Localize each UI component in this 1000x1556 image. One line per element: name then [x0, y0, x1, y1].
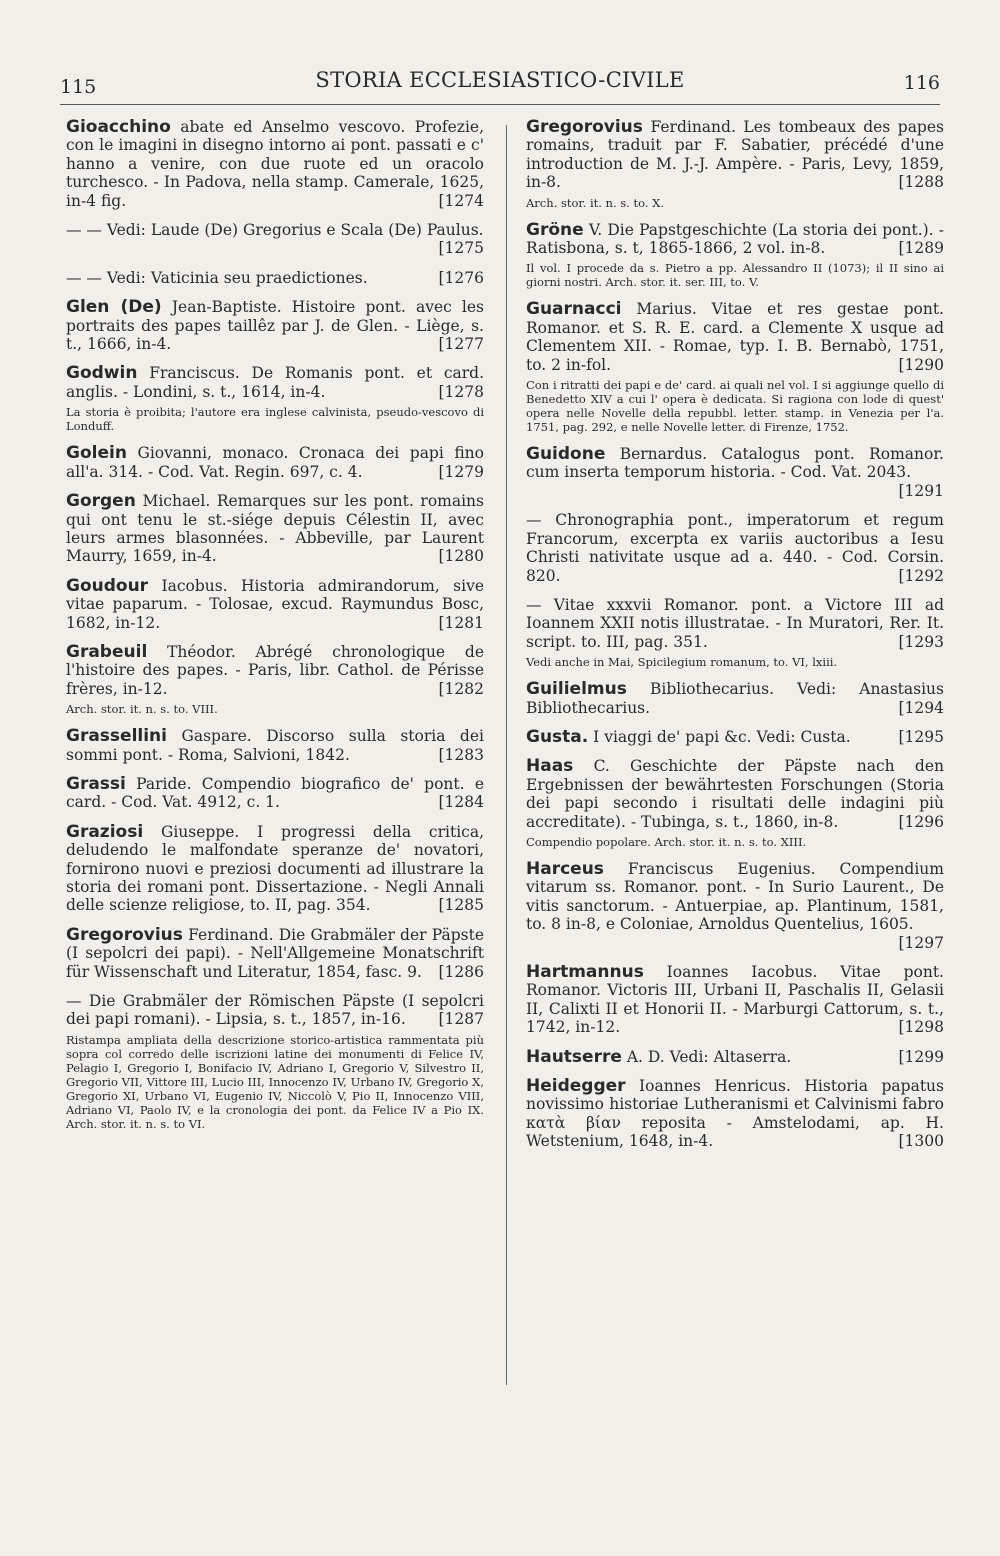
entry-author: Gusta.: [526, 726, 589, 747]
entry-number: [1279: [438, 462, 484, 481]
entry-number: [1294: [898, 698, 944, 717]
entry-number: [1293: [898, 632, 944, 651]
entry-note: Con i ritratti dei papi e de' card. ai quali nel vol. I si aggiunge quello di Benedetto XIV a cui l' opera è dedicata. Si ragiona con lode di quest' opera nelle Novelle della repubbl. letter. stamp. in Venezia per l'a. 1751, pag. 292, e nelle Novelle letter. di Firenze, 1752.: [526, 378, 944, 435]
entry-author: Gorgen: [66, 491, 136, 512]
bibliography-entry: [66, 823, 484, 915]
left-column: [66, 118, 484, 1142]
entry-number: [1288: [898, 173, 944, 192]
entry-number: [1276: [438, 268, 484, 287]
entry-author: Gregorovius: [66, 924, 183, 945]
bibliography-entry: [66, 492, 484, 566]
entry-text: Franciscus. De Romanis pont. et card. anglis. - Londini, s. t., 1614, in-4.: [66, 364, 484, 401]
entry-text: Ferdinand. Die Grabmäler der Päpste (I sepolcri dei papi). - Nell'Allgemeine Monatschrift für Wissenschaft und Literatur, 1854, fasc. 9.: [66, 925, 484, 981]
entry-note: Il vol. I procede da s. Pietro a pp. Alessandro II (1073); il II sino ai giorni nostri. Arch. stor. it. ser. III, to. V.: [526, 261, 944, 290]
entry-text: Iacobus. Historia admirandorum, sive vitae paparum. - Tolosae, excud. Raymundus Bosc, 1682, in-12.: [66, 576, 484, 632]
bibliography-entry: [526, 757, 944, 849]
page-number-right: 116: [903, 72, 940, 94]
entry-number: [1290: [898, 355, 944, 374]
entry-note: Compendio popolare. Arch. stor. it. n. s. to. XIII.: [526, 834, 807, 849]
bibliography-entry: [66, 269, 484, 287]
entry-text: Ferdinand. Les tombeaux des papes romains, traduit par F. Sabatier, précédé d'une introduction de M. J.-J. Ampère. - Paris, Levy, 1859, in-8.: [526, 118, 944, 192]
entry-number: [1297: [898, 933, 944, 952]
right-column: [526, 118, 944, 1162]
entry-text: Giuseppe. I progressi della critica, deludendo le malfondate speranze de' novatori, fornirono nuovi e preziosi documenti ad illustrare la storia dei romani pont. Dissertazione. - Negli Annali delle scienze religiose, to. II, pag. 354.: [66, 822, 484, 915]
entry-text: — Chronographia pont., imperatorum et regum Francorum, excerpta ex variis auctoribus a Iesu Christi nativitate usque ad a. 440. - Cod. Corsin. 820.: [526, 511, 944, 585]
column-divider: [506, 125, 507, 1385]
entry-number: [1286: [438, 962, 484, 981]
bibliography-entry: [66, 118, 484, 210]
bibliography-entry: [526, 680, 944, 717]
bibliography-entry: [66, 926, 484, 981]
entry-number: [1296: [898, 812, 944, 831]
entry-author: Gröne: [526, 219, 584, 240]
entry-note: Ristampa ampliata della descrizione storico-artistica rammentata più sopra col corredo delle iscrizioni latine dei monumenti di Felice IV, Pelagio I, Gregorio I, Bonifacio IV, Adriano I, Gregorio V, Silvestro II, Gregorio VII, Vittore III, Lucio III, Innocenzo IV, Urbano IV, Gregorio X, Gregorio XI, Urbano VI, Eugenio IV, Niccolò V, Pio II, Innocenzo VIII, Adriano VI, Paolo IV, e la cronologia dei pont. da Felice IV a Pio IX. Arch. stor. it. n. s. to VI.: [66, 1032, 484, 1131]
entry-text: Théodor. Abrégé chronologique de l'histoire des papes. - Paris, libr. Cathol. de Périsse frères, in-12.: [66, 642, 484, 698]
entry-number: [1300: [898, 1132, 944, 1151]
entry-number: [1282: [438, 679, 484, 698]
page-number-left: 115: [60, 76, 97, 98]
entry-number: [1291: [898, 481, 944, 500]
entry-text: Ioannes Henricus. Historia papatus novissimo historiae Lutheranismi et Calvinismi fabro κατὰ βίαν reposita - Amstelodami, ap. H. Wetstenium, 1648, in-4.: [526, 1077, 944, 1151]
entry-number: [1278: [438, 382, 484, 401]
entry-author: Graziosi: [66, 821, 144, 842]
entry-number: [1298: [898, 1018, 944, 1037]
entry-text: Ioannes Iacobus. Vitae pont. Romanor. Victoris III, Urbani II, Paschalis II, Gelasii II, Calixti II et Honorii II. - Marburgi Cattorum, s. t., 1742, in-12.: [526, 963, 944, 1037]
bibliography-entry: [66, 364, 484, 433]
bibliography-entry: [526, 596, 944, 669]
entry-author: Grabeuil: [66, 641, 148, 662]
bibliography-entry: [66, 727, 484, 764]
entry-author: Hartmannus: [526, 962, 644, 982]
entry-text: Bibliothecarius. Vedi: Anastasius Bibliothecarius.: [526, 680, 944, 717]
entry-number: [1299: [898, 1047, 944, 1066]
entry-note: Vedi anche in Mai, Spicilegium romanum, to. VI, lxiii.: [526, 655, 838, 670]
entry-text: Paride. Compendio biografico de' pont. e card. - Cod. Vat. 4912, c. 1.: [66, 774, 484, 812]
entry-number: [1292: [898, 566, 944, 585]
entry-text: — Die Grabmäler der Römischen Päpste (I sepolcri dei papi romani). - Lipsia, s. t., 1857, in-16.: [66, 992, 484, 1029]
entry-author: Haas: [526, 756, 574, 777]
bibliography-entry: [526, 118, 944, 210]
bibliography-entry: [66, 577, 484, 632]
entry-author: Hautserre: [526, 1046, 622, 1067]
bibliography-entry: [526, 963, 944, 1037]
header-rule: [60, 104, 940, 105]
entry-text: Marius. Vitae et res gestae pont. Romanor. et S. R. E. card. a Clemente X usque ad Clementem XII. - Romae, typ. I. B. Bernabò, 1751, to. 2 in-fol.: [526, 300, 944, 374]
entry-note: Arch. stor. it. n. s. to. VIII.: [66, 702, 218, 717]
entry-note: Arch. stor. it. n. s. to. X.: [526, 195, 664, 210]
entry-number: [1295: [898, 727, 944, 746]
entry-number: [1281: [438, 613, 484, 632]
bibliography-entry: [66, 643, 484, 716]
entry-author: Guarnacci: [526, 299, 622, 320]
entry-number: [1274: [438, 191, 484, 210]
entry-author: Glen (De): [66, 297, 162, 318]
running-title: STORIA ECCLESIASTICO-CIVILE: [315, 68, 685, 92]
entry-number: [1289: [898, 239, 944, 258]
entry-number: [1277: [438, 335, 484, 354]
entry-text: Michael. Remarques sur les pont. romains qui ont tenu le st.-siége depuis Célestin II, avec leurs armes blasonnées. - Abbeville, par Laurent Maurry, 1659, in-4.: [66, 492, 484, 566]
entry-note: La storia è proibita; l'autore era inglese calvinista, pseudo-vescovo di Londuff.: [66, 405, 484, 434]
entry-author: Godwin: [66, 363, 138, 384]
bibliography-entry: [526, 1048, 944, 1066]
bibliography-entry: [526, 300, 944, 434]
bibliography-entry: [66, 992, 484, 1131]
entry-number: [1287: [438, 1010, 484, 1029]
entry-text: Bernardus. Catalogus pont. Romanor. cum inserta temporum historia. - Cod. Vat. 2043.: [526, 445, 944, 482]
bibliography-entry: [66, 444, 484, 481]
entry-author: Golein: [66, 443, 127, 464]
entry-author: Guilielmus: [526, 679, 627, 700]
entry-text: — Vitae xxxvii Romanor. pont. a Victore III ad Ioannem XXII notis illustratae. - In Muratori, Rer. It. script. to. III, pag. 351.: [526, 595, 944, 651]
bibliography-entry: [66, 221, 484, 258]
entry-number: [1280: [438, 547, 484, 566]
entry-number: [1283: [438, 745, 484, 764]
bibliography-entry: [526, 728, 944, 746]
bibliography-entry: [526, 221, 944, 290]
entry-number: [1285: [438, 896, 484, 915]
bibliography-entry: [526, 511, 944, 585]
entry-text: A. D. Vedi: Altaserra.: [626, 1047, 792, 1066]
entry-author: Gioacchino: [66, 117, 171, 137]
entry-author: Gregorovius: [526, 117, 643, 137]
bibliography-entry: [526, 860, 944, 952]
entry-text: abate ed Anselmo vescovo. Profezie, con le imagini in disegno intorno ai pont. passati e c' hanno a venire, con due ruote ed un oracolo turchesco. - In Padova, nella stamp. Camerale, 1625, in-4 fig.: [66, 118, 485, 210]
entry-author: Goudour: [66, 575, 149, 596]
entry-text: — — Vedi: Vaticinia seu praedictiones.: [66, 268, 368, 287]
entry-author: Guidone: [526, 444, 606, 465]
entry-author: Grassi: [66, 773, 126, 794]
entry-text: Giovanni, monaco. Cronaca dei papi fino all'a. 314. - Cod. Vat. Regin. 697, c. 4.: [66, 444, 484, 481]
entry-author: Harceus: [526, 858, 604, 879]
bibliography-entry: [66, 775, 484, 812]
entry-text: — — Vedi: Laude (De) Gregorius e Scala (De) Paulus.: [66, 221, 484, 240]
entry-text: V. Die Papstgeschichte (La storia dei pont.). - Ratisbona, s. t, 1865-1866, 2 vol. in-8.: [526, 220, 944, 258]
entry-text: Gaspare. Discorso sulla storia dei sommi pont. - Roma, Salvioni, 1842.: [66, 727, 484, 764]
entry-author: Grassellini: [66, 726, 167, 747]
entry-number: [1284: [438, 793, 484, 812]
entry-number: [1275: [438, 239, 484, 258]
bibliography-entry: [66, 298, 484, 353]
entry-text: I viaggi de' papi &c. Vedi: Custa.: [593, 727, 851, 746]
entry-text: Jean-Baptiste. Histoire pont. avec les portraits des papes taillêz par J. de Glen. - Liège, s. t., 1666, in-4.: [66, 298, 485, 354]
page-header: [60, 64, 940, 104]
bibliography-entry: [526, 1077, 944, 1151]
entry-author: Heidegger: [526, 1076, 626, 1097]
entry-text: C. Geschichte der Päpste nach den Ergebnissen der bewährtesten Forschungen (Storia dei papi secondo i risultati delle indagini più accreditate). - Tubinga, s. t., 1860, in-8.: [526, 757, 944, 831]
entry-text: Franciscus Eugenius. Compendium vitarum ss. Romanor. pont. - In Surio Laurent., De vitis sanctorum. - Antuerpiae, ap. Plantinum, 1581, to. 8 in-8, e Coloniae, Arnoldus Quentelius, 1605.: [526, 859, 944, 934]
bibliography-entry: [526, 445, 944, 500]
